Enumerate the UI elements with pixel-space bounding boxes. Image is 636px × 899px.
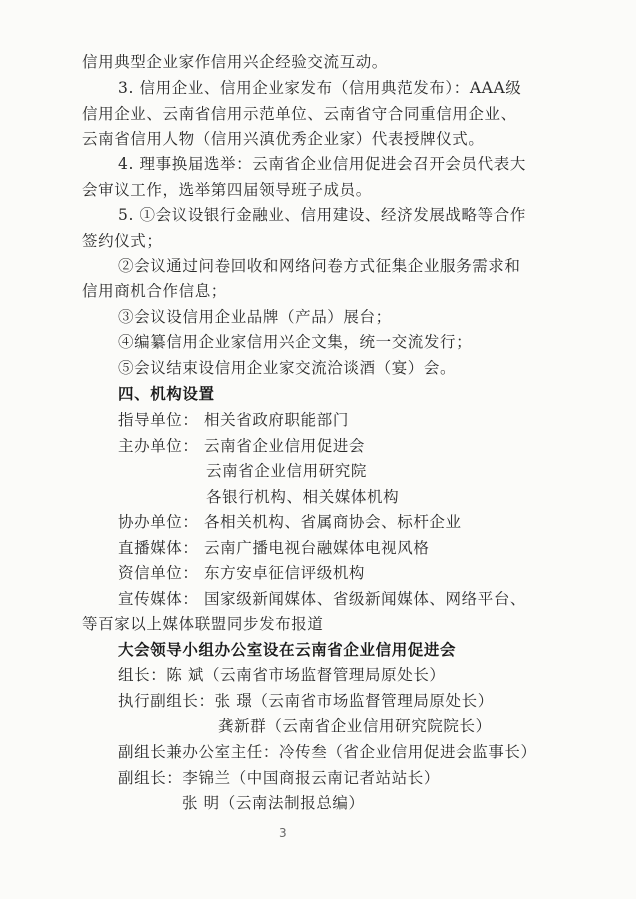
body-line-1: 信用典型企业家作信用兴企经验交流互动。 <box>82 53 388 71</box>
org-line-broadcast: 直播媒体： 云南广播电视台融媒体电视风格 <box>118 539 430 557</box>
leader-line-4: 副组长兼办公室主任：冷传叁（省企业信用促进会监事长） <box>118 743 537 761</box>
body-line-11: ③会议设信用企业品牌（产品）展台； <box>118 308 392 326</box>
body-line-6: 会审议工作，选举第四届领导班子成员。 <box>82 181 372 199</box>
org-line-co-host: 协办单位： 各相关机构、省属商协会、标杆企业 <box>118 513 462 531</box>
body-line-10: 信用商机合作信息； <box>82 282 227 300</box>
body-line-4: 云南省信用人物（信用兴滇优秀企业家）代表授牌仪式。 <box>82 130 485 148</box>
body-line-8: 签约仪式； <box>82 232 163 250</box>
leader-line-1: 组长：陈 斌（云南省市场监督管理局原处长） <box>118 666 446 684</box>
org-line-media-2: 等百家以上媒体联盟同步发布报道 <box>82 615 324 633</box>
body-line-7: 5. ①会议设银行金融业、信用建设、经济发展战略等合作 <box>118 206 526 224</box>
leader-line-3: 龚新群（云南省企业信用研究院院长） <box>218 717 492 735</box>
body-line-12: ④编纂信用企业家信用兴企文集，统一交流发行； <box>118 333 473 351</box>
page-number: 3 <box>279 826 287 840</box>
body-line-2: 3. 信用企业、信用企业家发布（信用典范发布）：AAA级 <box>118 79 522 97</box>
body-line-5: 4. 理事换届选举：云南省企业信用促进会召开会员代表大 <box>118 155 526 173</box>
office-heading: 大会领导小组办公室设在云南省企业信用促进会 <box>118 640 457 659</box>
org-line-guidance: 指导单位： 相关省政府职能部门 <box>118 411 349 429</box>
leader-line-2: 执行副组长：张 璟（云南省市场监督管理局原处长） <box>118 692 494 710</box>
org-line-host-3: 各银行机构、相关媒体机构 <box>206 488 400 506</box>
leader-line-5: 副组长：李锦兰（中国商报云南记者站站长） <box>118 769 441 787</box>
org-line-credit: 资信单位： 东方安卓征信评级机构 <box>118 564 366 582</box>
org-line-host-2: 云南省企业信用研究院 <box>206 462 368 480</box>
org-line-host: 主办单位： 云南省企业信用促进会 <box>118 437 366 455</box>
body-line-3: 信用企业、云南省信用示范单位、云南省守合同重信用企业、 <box>82 105 517 123</box>
body-line-13: ⑤会议结束设信用企业家交流洽谈酒（宴）会。 <box>118 359 457 377</box>
org-line-media: 宣传媒体： 国家级新闻媒体、省级新闻媒体、网络平台、 <box>118 590 527 608</box>
section-heading-org: 四、机构设置 <box>118 384 215 403</box>
body-line-9: ②会议通过问卷回收和网络问卷方式征集企业服务需求和 <box>118 257 521 275</box>
leader-line-6: 张 明（云南法制报总编） <box>182 794 365 812</box>
